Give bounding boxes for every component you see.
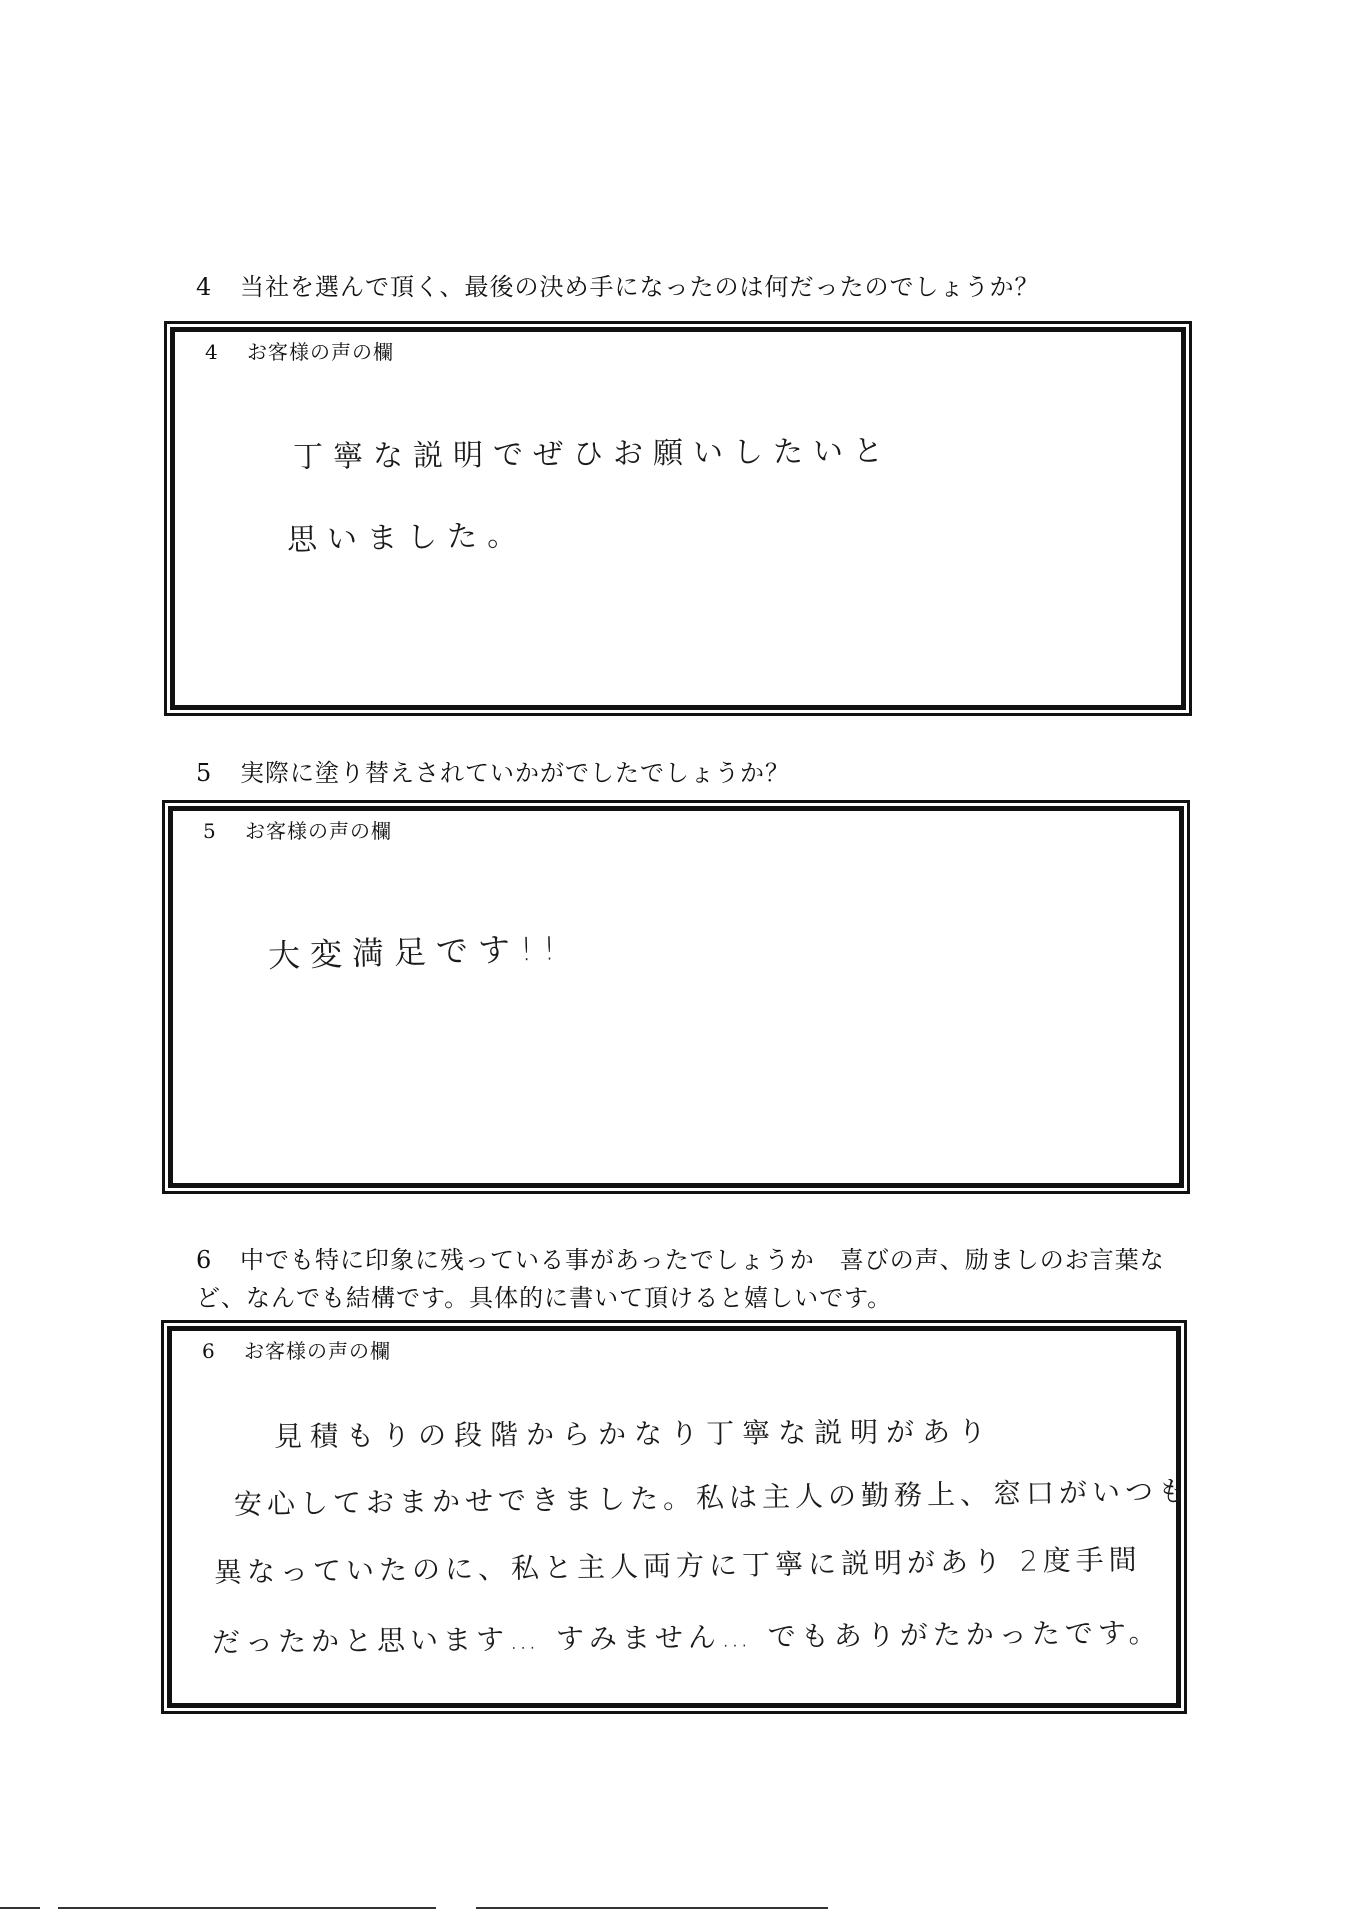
box-label-text: お客様の声の欄 bbox=[245, 819, 392, 843]
question-6 bbox=[196, 1241, 1196, 1279]
box-number: 4 bbox=[205, 340, 219, 364]
box-label bbox=[205, 338, 394, 366]
question-text: 実際に塗り替えされていかがでしたでしょうか？ bbox=[240, 759, 790, 787]
handwritten-line: 丁寧な説明でぜひお願いしたいと bbox=[292, 433, 894, 475]
handwritten-line: 安心しておまかせできました。私は主人の勤務上、窓口がいつも bbox=[233, 1474, 1192, 1521]
handwritten-line: 見積もりの段階からかなり丁寧な説明があり bbox=[273, 1414, 995, 1453]
question-number: 6 bbox=[196, 1246, 213, 1274]
box-number: 5 bbox=[203, 819, 217, 843]
handwritten-line: 思いました。 bbox=[286, 517, 528, 558]
question-number: 5 bbox=[196, 759, 213, 787]
box-label-text: お客様の声の欄 bbox=[244, 1339, 391, 1363]
box-label-text: お客様の声の欄 bbox=[247, 340, 394, 364]
question-5 bbox=[196, 754, 1196, 792]
box-label bbox=[203, 817, 392, 845]
question-6-continuation bbox=[196, 1279, 1196, 1317]
footer-rule bbox=[58, 1907, 436, 1909]
box-number: 6 bbox=[202, 1339, 216, 1363]
handwritten-line: だったかと思います… すみません… でもありがたかったです。 bbox=[211, 1616, 1162, 1659]
question-text-line2: ど、なんでも結構です。具体的に書いて頂けると嬉しいです。 bbox=[196, 1284, 893, 1312]
footer-rule bbox=[0, 1907, 40, 1909]
handwritten-line: 大変満足です!! bbox=[267, 929, 567, 975]
question-text: 当社を選んで頂く、最後の決め手になったのは何だったのでしょうか？ bbox=[240, 273, 1040, 301]
question-number: 4 bbox=[196, 273, 213, 301]
answer-box-4 bbox=[170, 327, 1186, 710]
footer-rule bbox=[476, 1907, 828, 1909]
answer-box-5 bbox=[168, 806, 1184, 1188]
answer-box-6 bbox=[167, 1326, 1192, 1708]
question-4 bbox=[196, 268, 1196, 306]
question-text-line1: 中でも特に印象に残っている事があったでしょうか 喜びの声、励ましのお言葉な bbox=[240, 1246, 1165, 1274]
handwritten-line: 異なっていたのに、私と主人両方に丁寧に説明があり 2度手間 bbox=[213, 1543, 1142, 1589]
box-label bbox=[202, 1337, 391, 1365]
